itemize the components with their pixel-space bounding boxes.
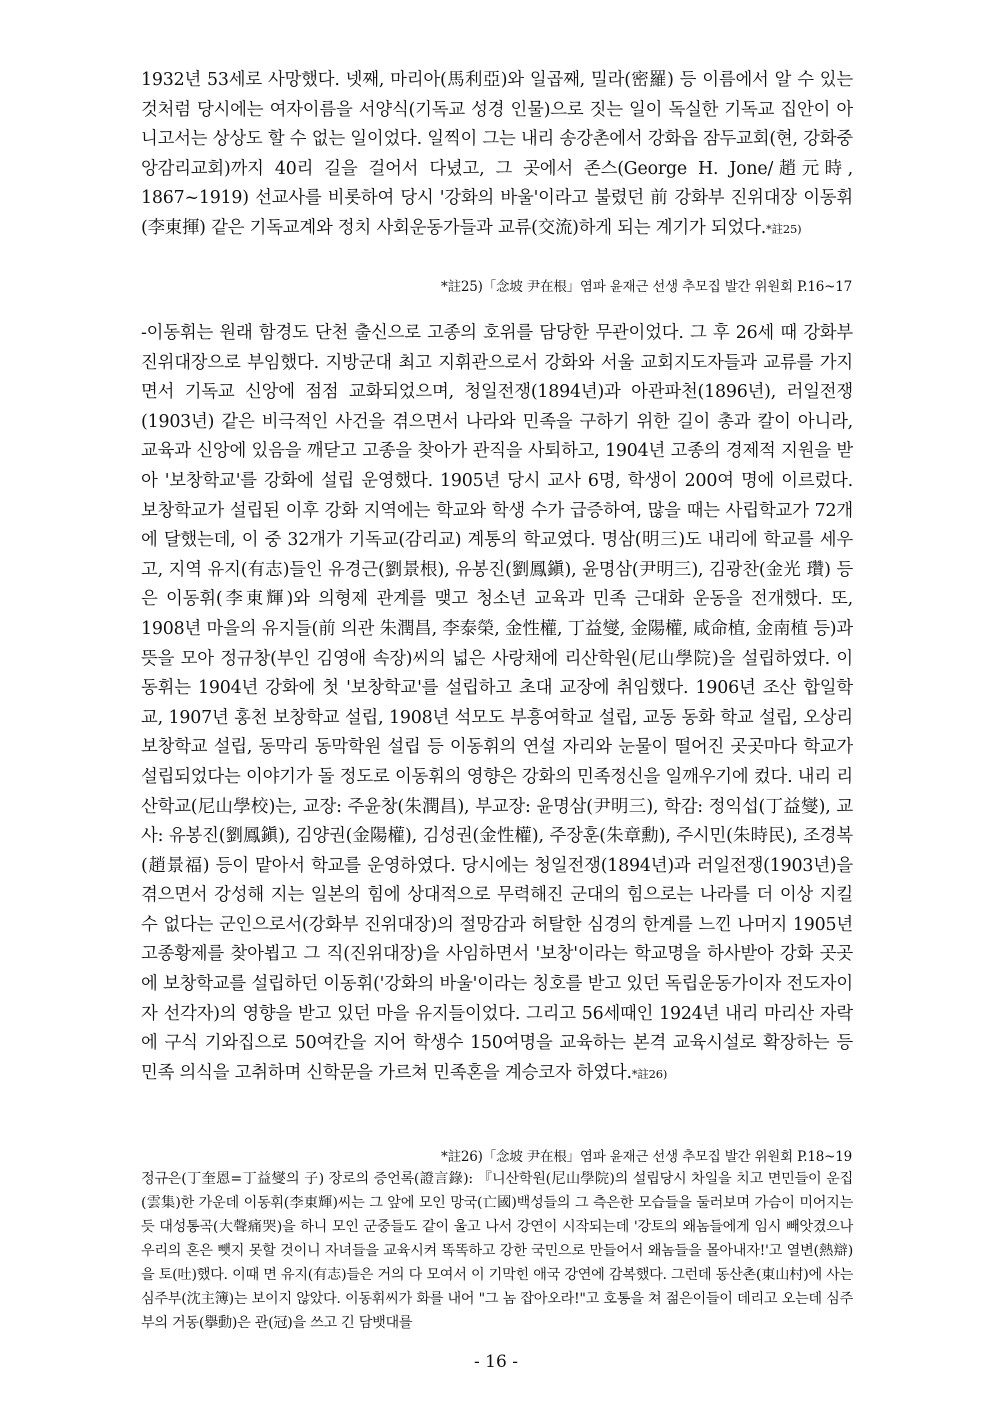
body-paragraph-1 — [141, 66, 853, 245]
paragraph-1-text: 1932년 53세로 사망했다. 넷째, 마리아(馬利亞)와 일곱째, 밀라(密羅) 등 이름에서 알 수 있는 것처럼 당시에는 여자이름을 서양식(기독교 성경 인물)으로 짓는 일이 독실한 기독교 집안이 아니고서는 상상도 할 수 없는 일이었다. 일찍이 그는 내리 송강촌에서 강화읍 잠두교회(현, 강화중앙감리교회)까지 40리 길을 걸어서 다녔고, 그 곳에서 존스(George H. Jone/趙元時, 1867~1919) 선교사를 비롯하여 당시 '강화의 바울'이라고 불렸던 前 강화부 진위대장 이동휘(李東揮) 같은 기독교계와 정치 사회운동가들과 교류(交流)하게 되는 계기가 되었다. — [141, 70, 853, 238]
body-paragraph-2 — [141, 319, 853, 1089]
testimony-quote: 정규은(丁奎恩=丁益燮의 子) 장로의 증언록(證言錄): 『니산학원(尼山學院)의 설립당시 차일을 치고 면민들이 운집(雲集)한 가운데 이동휘(李東輝)씨는 그 앞에 모인 망국(亡國)백성들의 그 측은한 모습들을 둘러보며 가슴이 미어지는 듯 대성통곡(大聲痛哭)을 하니 모인 군중들도 같이 울고 나서 강연이 시작되는데 '강토의 왜놈들에게 임시 빼앗겼으나 우리의 혼은 뺏지 못할 것이니 자녀들을 교육시켜 똑똑하고 강한 국민으로 만들어서 왜놈들을 몰아내자!'고 열변(熱辯)을 토(吐)했다. 이때 면 유지(有志)들은 거의 다 모여서 이 기막힌 애국 강연에 감복했다. 그런데 동산촌(東山村)에 사는 심주부(沈主簿)는 보이지 않았다. 이동휘씨가 화를 내어 "그 놈 잡아오라!"고 호통을 쳐 젊은이들이 데리고 오는데 심주부의 거동(擧動)은 관(冠)을 쓰고 긴 담뱃대를 — [141, 1171, 853, 1331]
footnote-ref-26: *註26) — [631, 1066, 668, 1081]
footnote-25: *註25)「念坡 尹在根」염파 윤재근 선생 추모집 발간 위원회 P.16~17 — [441, 279, 852, 295]
paragraph-2-text: -이동휘는 원래 함경도 단천 출신으로 고종의 호위를 담당한 무관이었다. 그 후 26세 때 강화부 진위대장으로 부임했다. 지방군대 최고 지휘관으로서 강화와 서울 교회지도자들과 교류를 가지면서 기독교 신앙에 점점 교화되었으며, 청일전쟁(1894년)과 아관파천(1896년), 러일전쟁(1903년) 같은 비극적인 사건을 겪으면서 나라와 민족을 구하기 위한 길이 총과 칼이 아니라, 교육과 신앙에 있음을 깨닫고 고종을 찾아가 관직을 사퇴하고, 1904년 고종의 경제적 지원을 받아 '보창학교'를 강화에 설립 운영했다. 1905년 당시 교사 6명, 학생이 200여 명에 이르렀다. 보창학교가 설립된 이후 강화 지역에는 학교와 학생 수가 급증하여, 많을 때는 사립학교가 72개에 달했는데, 이 중 32개가 기독교(감리교) 계통의 학교였다. 명삼(明三)도 내리에 학교를 세우고, 지역 유지(有志)들인 유경근(劉景根), 유봉진(劉鳳鎭), 윤명삼(尹明三), 김광찬(金光 瓚) 등은 이동휘(李東輝)와 의형제 관계를 맺고 청소년 교육과 민족 근대화 운동을 전개했다. 또, 1908년 마을의 유지들(前 의관 朱潤昌, 李泰榮, 金性權, 丁益燮, 金陽權, 咸命植, 金南植 등)과 뜻을 모아 정규창(부인 김영애 속장)씨의 넓은 사랑채에 리산학원(尼山學院)을 설립하였다. 이동휘는 1904년 강화에 첫 '보창학교'를 설립하고 초대 교장에 취임했다. 1906년 조산 합일학교, 1907년 홍천 보창학교 설립, 1908년 석모도 부흥여학교 설립, 교동 동화 학교 설립, 오상리 보창학교 설립, 동막리 동막학원 설립 등 이동휘의 연설 자리와 눈물이 떨어진 곳곳마다 학교가 설립되었다는 이야기가 돌 정도로 이동휘의 영향은 강화의 민족정신을 일깨우기에 컸다. 내리 리산학교(尼山學校)는, 교장: 주윤창(朱潤昌), 부교장: 윤명삼(尹明三), 학감: 정익섭(丁益燮), 교사: 유봉진(劉鳳鎭), 김양권(金陽權), 김성권(金性權), 주장훈(朱章勳), 주시민(朱時民), 조경복(趙景福) 등이 맡아서 학교를 운영하였다. 당시에는 청일전쟁(1894년)과 러일전쟁(1903년)을 겪으면서 강성해 지는 일본의 힘에 상대적으로 무력해진 군대의 힘으로는 나라를 더 이상 지킬 수 없다는 군인으로서(강화부 진위대장)의 절망감과 허탈한 심경의 한계를 느낀 나머지 1905년 고종황제를 찾아뵙고 그 직(진위대장)을 사임하면서 '보창'이라는 학교명을 하사받아 강화 곳곳에 보창학교를 설립하던 이동휘('강화의 바울'이라는 칭호를 받고 있던 독립운동가이자 전도자이자 선각자)의 영향을 받고 있던 마을 유지들이었다. 그리고 56세때인 1924년 내리 마리산 자락에 구식 기와집으로 50여칸을 지어 학생수 150여명을 교육하는 본격 교육시설로 확장하는 등 민족 의식을 고취하며 신학문을 가르쳐 민족혼을 계승코자 하였다. — [141, 323, 853, 1083]
page-number: - 16 - — [474, 1352, 518, 1372]
footnote-ref-25: *註25) — [766, 221, 802, 236]
footnote-26: *註26)「念坡 尹在根」염파 윤재근 선생 추모집 발간 위원회 P.18~19 — [441, 1149, 852, 1165]
